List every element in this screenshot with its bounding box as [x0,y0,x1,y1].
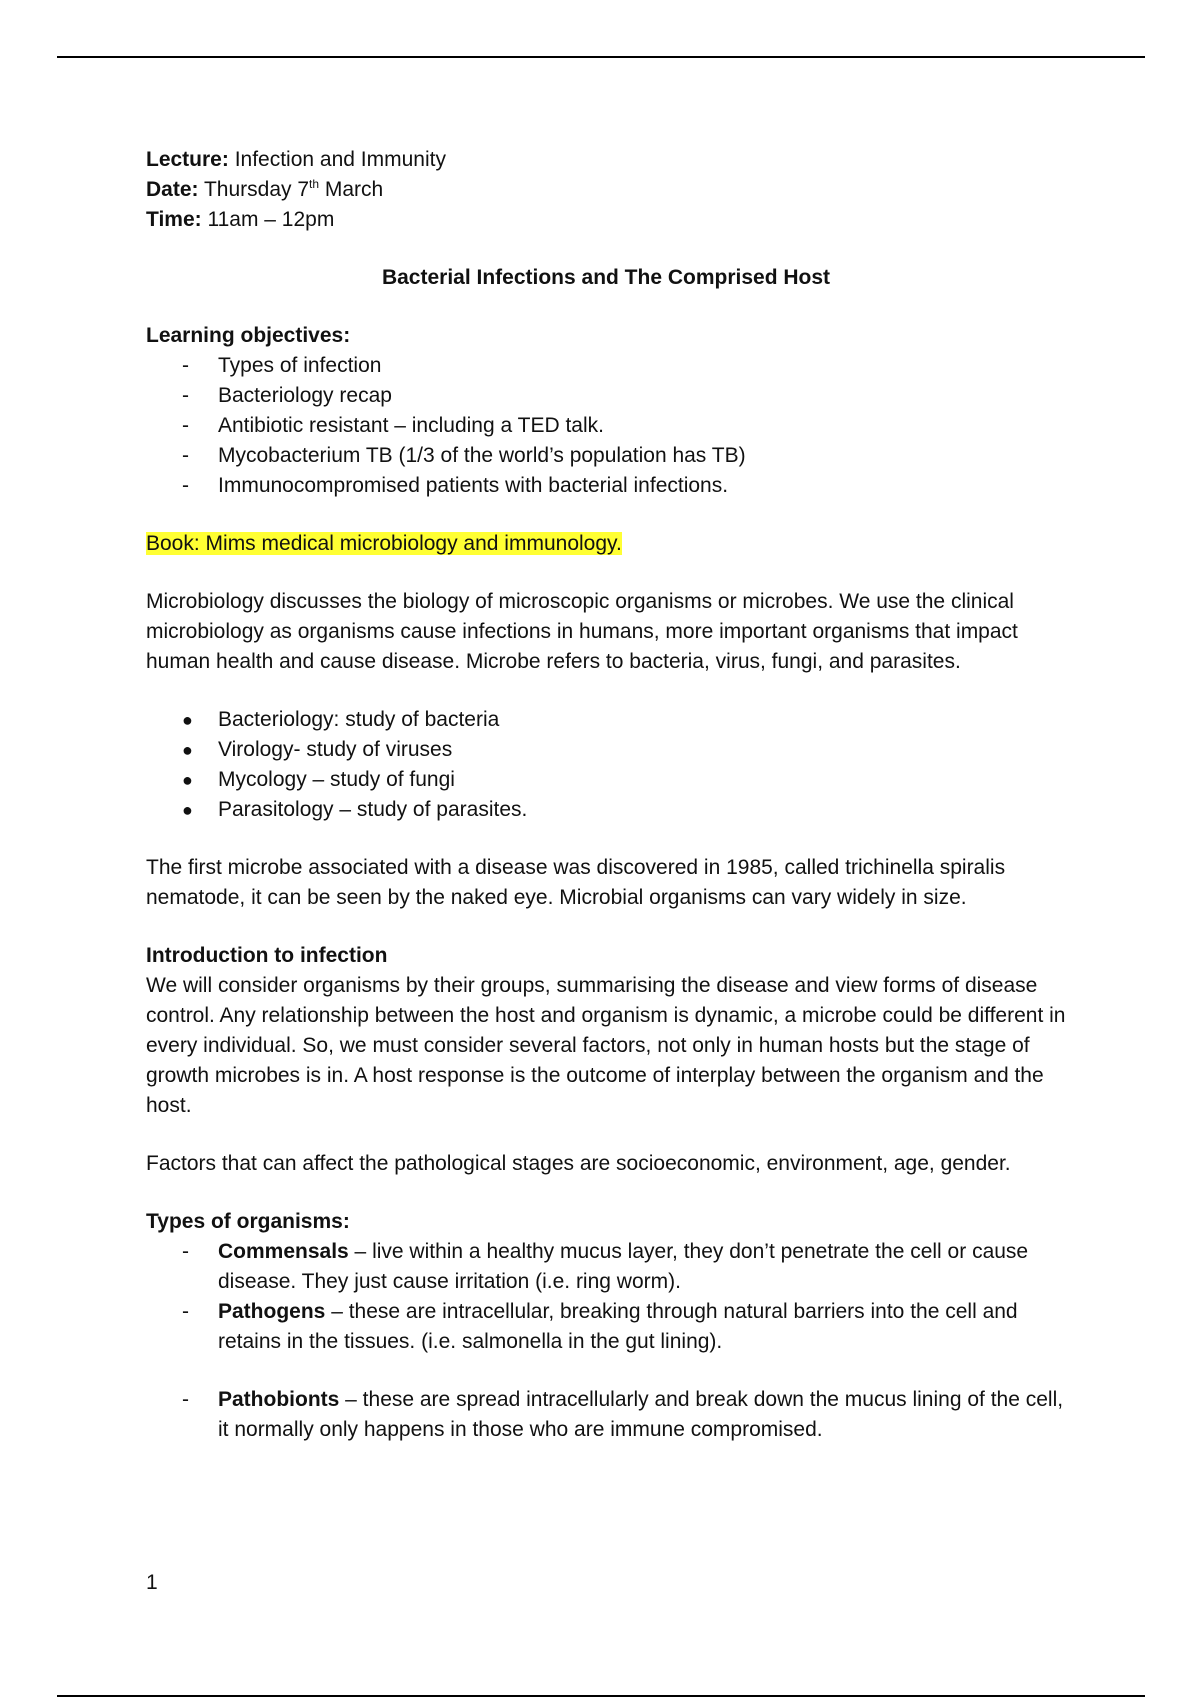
objectives-heading: Learning objectives: [146,324,351,347]
dash-bullet: - [182,1300,189,1323]
organisms-heading: Types of organisms: [146,1210,350,1233]
field-text: Bacteriology: study of bacteria [218,708,500,731]
factors-paragraph: Factors that can affect the pathological stages are socioeconomic, environment, age, gender. [146,1152,1011,1175]
list-item [146,351,1066,381]
organism-term: Pathogens [218,1300,326,1323]
date-month: March [319,178,384,201]
book-reference-line [146,529,1066,559]
list-item [146,1297,1066,1357]
field-text: Mycology – study of fungi [218,768,455,791]
date-line [146,175,1066,205]
organism-text: – these are intracellular, breaking through natural barriers into the cell and retains in the tissues. (i.e. salmonella in the gut lining). [218,1300,1018,1353]
microbiology-paragraph: Microbiology discusses the biology of microscopic organisms or microbes. We use the clinical microbiology as organisms cause infections in humans, more important organisms that impact human health and cause disease. Microbe refers to bacteria, virus, fungi, and parasites. [146,590,1018,673]
date-superscript: th [309,177,320,191]
time-line [146,205,1066,235]
list-item [146,1385,1066,1445]
organism-term: Pathobionts [218,1388,340,1411]
dash-bullet: - [182,1388,189,1411]
dash-bullet: - [182,414,189,437]
lecture-value: Infection and Immunity [228,148,446,171]
page-number: 1 [146,1571,158,1594]
list-item [146,765,1066,795]
time-value: 11am – 12pm [201,208,335,231]
objective-text: Bacteriology recap [218,384,392,407]
time-label: Time: [146,208,202,231]
date-label: Date: [146,178,199,201]
list-item [146,1237,1066,1297]
intro-heading: Introduction to infection [146,944,388,967]
dot-bullet: ● [182,800,193,820]
organisms-list [146,1237,1066,1445]
lecture-line [146,145,1066,175]
organism-text: – live within a healthy mucus layer, they don’t penetrate the cell or cause disease. They just cause irritation (i.e. ring worm). [218,1240,1029,1293]
document-title: Bacterial Infections and The Comprised Host [381,266,831,289]
objective-text: Types of infection [218,354,382,377]
list-item [146,411,1066,441]
objectives-list [146,351,1066,501]
document-body [146,145,1066,1445]
intro-paragraph: We will consider organisms by their groups, summarising the disease and view forms of disease control. Any relationship between the host and organism is dynamic, a microbe could be different in every individual. So, we must consider several factors, not only in human hosts but the stage of growth microbes is in. A host response is the outcome of interplay between the organism and the host. [146,974,1066,1117]
date-value: Thursday 7 [198,178,310,201]
dot-bullet: ● [182,710,193,730]
dot-bullet: ● [182,770,193,790]
organism-text: – these are spread intracellularly and break down the mucus lining of the cell, it normally only happens in those who are immune compromised. [218,1388,1064,1441]
book-reference: Book: Mims medical microbiology and immunology. [146,532,622,555]
objective-text: Antibiotic resistant – including a TED talk. [218,414,604,437]
list-item [146,795,1066,825]
dash-bullet: - [182,444,189,467]
field-text: Parasitology – study of parasites. [218,798,528,821]
header-rule [57,56,1145,58]
objective-text: Mycobacterium TB (1/3 of the world’s population has TB) [218,444,746,467]
dash-bullet: - [182,1240,189,1263]
first-microbe-paragraph: The first microbe associated with a disease was discovered in 1985, called trichinella spiralis nematode, it can be seen by the naked eye. Microbial organisms can vary widely in size. [146,856,1006,909]
dash-bullet: - [182,474,189,497]
dot-bullet: ● [182,740,193,760]
dash-bullet: - [182,384,189,407]
lecture-label: Lecture: [146,148,229,171]
footer-rule [57,1695,1145,1697]
fields-list [146,705,1066,825]
organism-term: Commensals [218,1240,349,1263]
field-text: Virology- study of viruses [218,738,453,761]
dash-bullet: - [182,354,189,377]
list-item [146,381,1066,411]
list-item [146,705,1066,735]
list-item [146,735,1066,765]
list-item [146,471,1066,501]
list-item [146,441,1066,471]
objective-text: Immunocompromised patients with bacterial infections. [218,474,729,497]
